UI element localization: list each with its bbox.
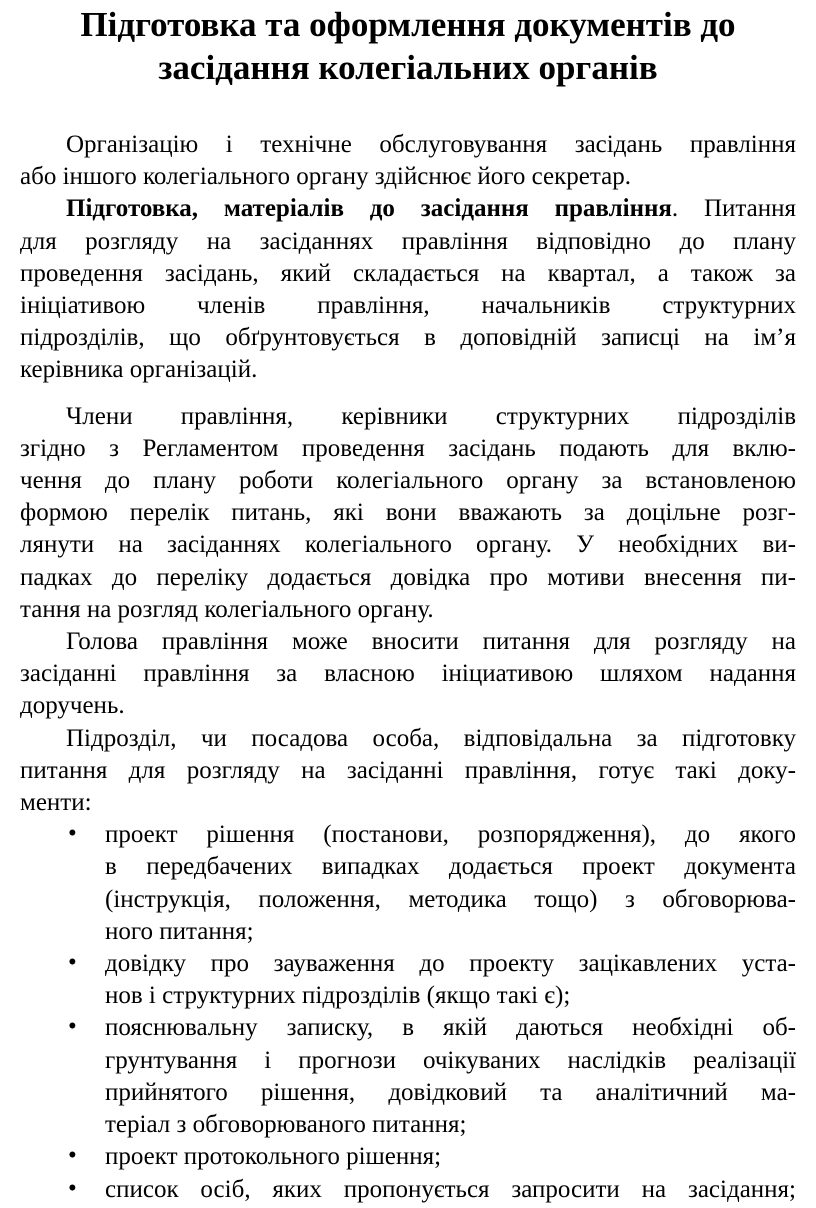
bullet-icon: • xyxy=(68,820,77,848)
paragraph xyxy=(20,401,796,626)
text-line: згідно з Регламентом проведення засідань подають для вклю- xyxy=(20,434,796,462)
text-line: проведення засідань, який складається на квартал, а також за xyxy=(20,259,796,287)
paragraph xyxy=(20,723,796,820)
text-line: прийнятого рішення, довідковий та аналітичний ма- xyxy=(105,1078,796,1106)
page-title xyxy=(20,3,796,89)
text-line: керівника організацій. xyxy=(20,356,258,384)
text-line: для розгляду на засіданнях правління відповідно до плану xyxy=(20,227,796,255)
text-line: лянути на засіданнях колегіального органу. У необхідних ви- xyxy=(20,531,796,559)
text-line: питання для розгляду на засіданні правління, готує такі доку- xyxy=(20,756,796,784)
bullet-item xyxy=(20,948,796,1012)
text-line: Організацію і технічне обслуговування засідань правління xyxy=(66,131,796,158)
text-line: теріал з обговорюваного питання; xyxy=(105,1111,467,1139)
bold-text-run: Підготовка, матеріалів до засідання правління xyxy=(66,195,672,223)
bullet-item xyxy=(20,1174,796,1206)
text-line: проект рішення (постанови, розпорядження), до якого xyxy=(105,821,796,849)
text-line: довідку про зауваження до проекту зацікавлених уста- xyxy=(105,950,796,978)
bullet-icon: • xyxy=(68,949,77,977)
paragraph xyxy=(20,129,796,193)
text-line: засіданні правління за власною ініциативою шляхом надання xyxy=(20,660,796,688)
page-title-line-2: засідання колегіальних органів xyxy=(158,48,658,87)
text-line: проект протокольного рішення; xyxy=(105,1143,442,1171)
text-line: список осіб, яких пропонується запросити на засідання; xyxy=(105,1175,796,1203)
text-line: нов і структурних підрозділів (якщо такі є); xyxy=(105,982,571,1010)
document-body xyxy=(20,129,796,1206)
text-run: . Питання xyxy=(671,195,796,223)
text-line: в передбачених випадках додається проект документа xyxy=(105,853,796,881)
paragraph xyxy=(20,626,796,723)
text-line: ного питання; xyxy=(105,917,254,945)
text-line xyxy=(20,193,796,225)
text-line: менти: xyxy=(20,789,92,817)
text-line: ініціативою членів правління, начальників структурних xyxy=(20,292,796,320)
text-line: або іншого колегіального органу здійснює його секретар. xyxy=(20,163,631,191)
text-line: (інструкція, положення, методика тощо) з обговорюва- xyxy=(105,885,796,913)
bullet-icon: • xyxy=(68,1142,77,1170)
text-line: грунтування і прогнози очікуваних наслідків реалізації xyxy=(105,1046,796,1074)
text-line: пояснювальну записку, в якій даються необхідні об- xyxy=(105,1014,796,1042)
bullet-item xyxy=(20,1012,796,1141)
page-title-line-1: Підготовка та оформлення документів до xyxy=(80,5,736,44)
text-line: Члени правління, керівники структурних підрозділів xyxy=(66,402,796,430)
text-line: чення до плану роботи колегіального органу за встановленою xyxy=(20,467,796,495)
text-line: підрозділів, що обґрунтовується в доповідній записці на ім’я xyxy=(20,324,796,352)
text-line: Підрозділ, чи посадова особа, відповідальна за підготовку xyxy=(66,724,796,752)
text-line: доручень. xyxy=(20,692,125,720)
bullet-icon: • xyxy=(68,1174,77,1202)
paragraph xyxy=(20,193,796,386)
text-line: Голова правління може вносити питання для розгляду на xyxy=(66,628,796,656)
text-line: тання на розгляд колегіального органу. xyxy=(20,595,434,623)
bullet-item xyxy=(20,819,796,948)
text-line: падках до переліку додається довідка про мотиви внесення пи- xyxy=(20,563,796,591)
bullet-item xyxy=(20,1141,796,1173)
bullet-icon: • xyxy=(68,1013,77,1041)
text-line: формою перелік питань, які вони вважають за доцільне розг- xyxy=(20,499,796,527)
